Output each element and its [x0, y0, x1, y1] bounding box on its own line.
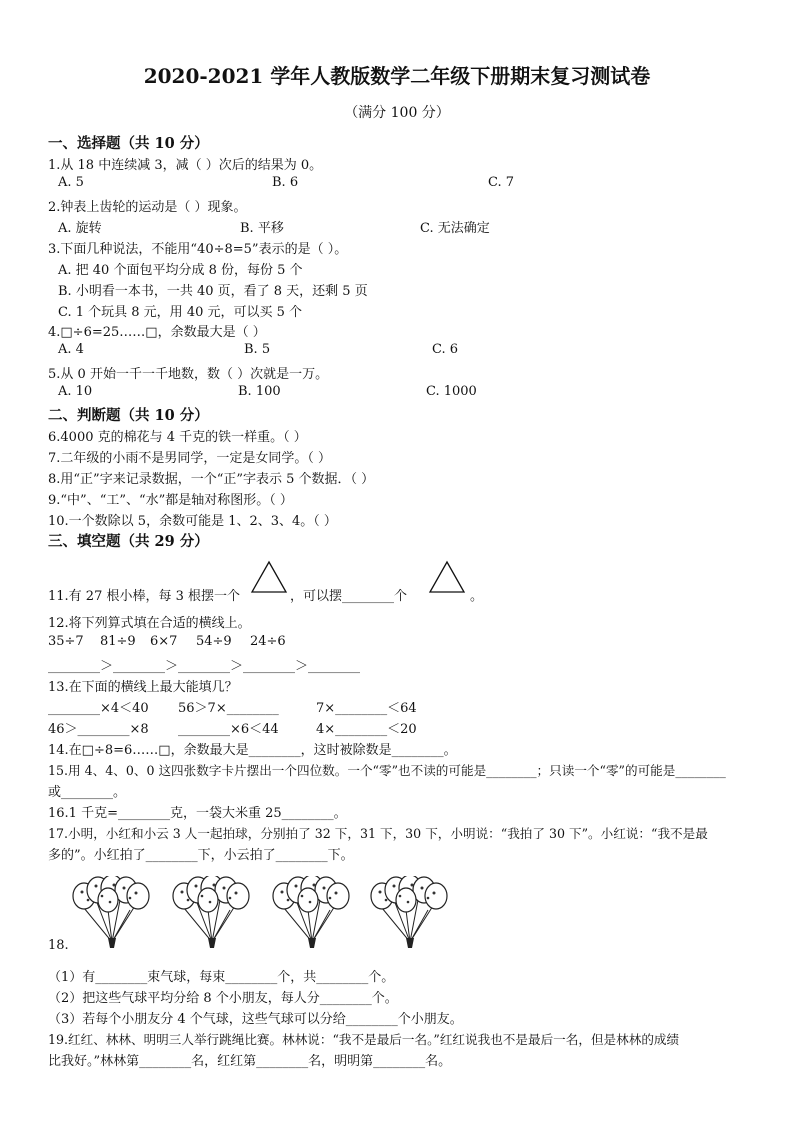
question-1-option-a: A. 5 — [58, 175, 84, 190]
question-3-option-a: A. 把 40 个面包平均分成 8 份，每份 5 个 — [58, 263, 303, 278]
question-13-item: 46＞________×8 — [48, 722, 149, 737]
page-subtitle: （满分 100 分） — [344, 105, 450, 121]
question-3-option-c: C. 1 个玩具 8 元，用 40 元，可以买 5 个 — [58, 305, 303, 320]
section-heading-judge: 二、判断题（共 10 分） — [48, 407, 209, 424]
question-13-item: 7×________＜64 — [316, 701, 417, 716]
question-2-option-c: C. 无法确定 — [420, 221, 490, 236]
question-12-expr-4: 54÷9 — [196, 634, 232, 649]
question-12-expr-3: 6×7 — [150, 634, 178, 649]
question-3-option-b: B. 小明看一本书，一共 40 页，看了 8 天，还剩 5 页 — [58, 284, 368, 299]
question-4-option-b: B. 5 — [244, 342, 271, 357]
question-12: 12.将下列算式填在合适的横线上。 — [48, 616, 251, 631]
question-10: 10.一个数除以 5，余数可能是 1、2、3、4。（ ） — [48, 514, 337, 529]
question-17-line2: 多的”。小红拍了________下，小云拍了________下。 — [48, 848, 354, 863]
question-15-line2: 或________。 — [48, 785, 127, 800]
question-5-option-c: C. 1000 — [426, 384, 477, 399]
question-2-option-b: B. 平移 — [240, 221, 284, 236]
question-1-option-c: C. 7 — [488, 175, 515, 190]
question-15-line1: 15.用 4、4、0、0 这四张数字卡片摆出一个四位数。一个“零”也不读的可能是________；只读一个“零”的可能是________ — [48, 763, 726, 778]
question-12-answer-line: ________＞________＞________＞________＞________ — [48, 659, 360, 674]
question-11-part3: 。 — [470, 589, 484, 604]
question-4: 4.□÷6=25……□，余数最大是（ ） — [48, 325, 266, 340]
question-13-item: ________×4＜40 — [48, 701, 149, 716]
question-7: 7.二年级的小雨不是男同学，一定是女同学。（ ） — [48, 451, 332, 466]
question-18-number: 18. — [48, 938, 69, 953]
question-12-expr-1: 35÷7 — [48, 634, 84, 649]
question-18-sub2: （2）把这些气球平均分给 8 个小朋友，每人分________个。 — [48, 991, 398, 1006]
triangle-icon — [428, 560, 466, 594]
section-heading-fill: 三、填空题（共 29 分） — [48, 533, 209, 550]
question-8: 8.用“正”字来记录数据，一个“正”字表示 5 个数据．（ ） — [48, 472, 375, 487]
section-heading-choice: 一、选择题（共 10 分） — [48, 135, 209, 152]
question-13: 13.在下面的横线上最大能填几？ — [48, 680, 238, 695]
question-4-option-c: C. 6 — [432, 342, 459, 357]
question-1: 1.从 18 中连续减 3，减（ ）次后的结果为 0。 — [48, 158, 323, 173]
question-12-expr-5: 24÷6 — [250, 634, 286, 649]
question-17-line1: 17.小明，小红和小云 3 人一起拍球，分别拍了 32 下，31 下，30 下，小明说：“我拍了 30 下”。小红说：“我不是最 — [48, 826, 708, 841]
question-18-sub1: （1）有________束气球，每束________个，共________个。 — [48, 970, 395, 985]
question-2: 2.钟表上齿轮的运动是（ ）现象。 — [48, 200, 247, 215]
question-16: 16.1 千克=________克，一袋大米重 25________。 — [48, 806, 347, 821]
question-6: 6.4000 克的棉花与 4 千克的铁一样重。（ ） — [48, 430, 307, 445]
question-5-option-b: B. 100 — [238, 384, 281, 399]
triangle-icon — [250, 560, 288, 594]
question-13-item: 4×________＜20 — [316, 722, 417, 737]
question-11-part2: ，可以摆________个 — [290, 589, 408, 604]
question-5: 5.从 0 开始一千一千地数，数（ ）次就是一万。 — [48, 367, 329, 382]
question-2-option-a: A. 旋转 — [58, 221, 102, 236]
question-1-option-b: B. 6 — [272, 175, 299, 190]
question-3: 3.下面几种说法，不能用“40÷8=5”表示的是（ ）。 — [48, 242, 348, 257]
question-19-line1: 19.红红、林林、明明三人举行跳绳比赛。林林说：“我不是最后一名。”红红说我也不是最后一名，但是林林的成绩 — [48, 1032, 680, 1047]
question-18-sub3: （3）若每个小朋友分 4 个气球，这些气球可以分给________个小朋友。 — [48, 1012, 463, 1027]
question-19-line2: 比我好。”林林第________名，红红第________名，明明第________名。 — [48, 1054, 452, 1069]
page-title: 2020-2021 学年人教版数学二年级下册期末复习测试卷 — [143, 64, 651, 88]
question-13-item: ________×6＜44 — [178, 722, 279, 737]
question-13-item: 56＞7×________ — [178, 701, 279, 716]
question-11-part1: 11.有 27 根小棒，每 3 根摆一个 — [48, 589, 241, 604]
balloon-bunches-image — [72, 876, 472, 952]
question-14: 14.在□÷8=6……□，余数最大是________，这时被除数是________。 — [48, 743, 457, 758]
question-9: 9.“中”、“工”、“水”都是轴对称图形。（ ） — [48, 493, 293, 508]
question-4-option-a: A. 4 — [58, 342, 84, 357]
question-12-expr-2: 81÷9 — [100, 634, 136, 649]
question-5-option-a: A. 10 — [58, 384, 93, 399]
